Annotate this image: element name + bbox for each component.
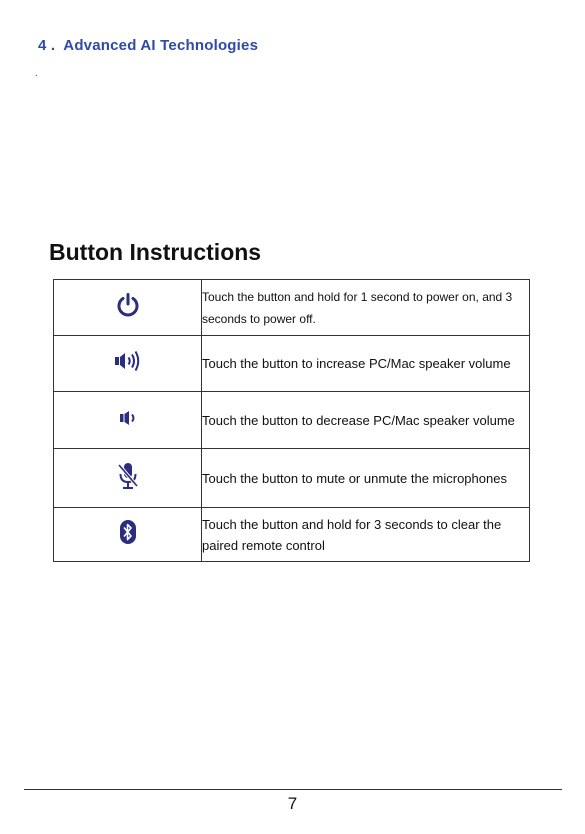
section-number: 4 . <box>38 37 56 54</box>
section-title: Advanced AI Technologies <box>63 37 259 54</box>
table-row <box>54 508 530 562</box>
instruction-text: Touch the button and hold for 3 seconds to clear the paired remote control <box>202 508 530 562</box>
button-instructions-table <box>53 279 530 562</box>
volume-up-icon <box>113 350 143 377</box>
table-row <box>54 336 530 392</box>
bluetooth-icon <box>119 519 137 550</box>
table-row <box>54 449 530 508</box>
page-title: Button Instructions <box>49 239 262 265</box>
instruction-text: Touch the button and hold for 1 second to power on, and 3 seconds to power off. <box>202 280 530 336</box>
instruction-text: Touch the button to increase PC/Mac speaker volume <box>202 336 530 392</box>
power-icon <box>115 292 141 323</box>
table-row <box>54 280 530 336</box>
section-heading <box>38 37 258 54</box>
volume-down-icon <box>118 410 138 431</box>
instruction-text: Touch the button to decrease PC/Mac speaker volume <box>202 392 530 449</box>
stray-mark: . <box>35 68 38 79</box>
table-row <box>54 392 530 449</box>
instruction-text: Touch the button to mute or unmute the microphones <box>202 449 530 508</box>
footer-divider <box>24 789 562 790</box>
mic-mute-icon <box>116 461 140 496</box>
page-number: 7 <box>287 794 298 813</box>
